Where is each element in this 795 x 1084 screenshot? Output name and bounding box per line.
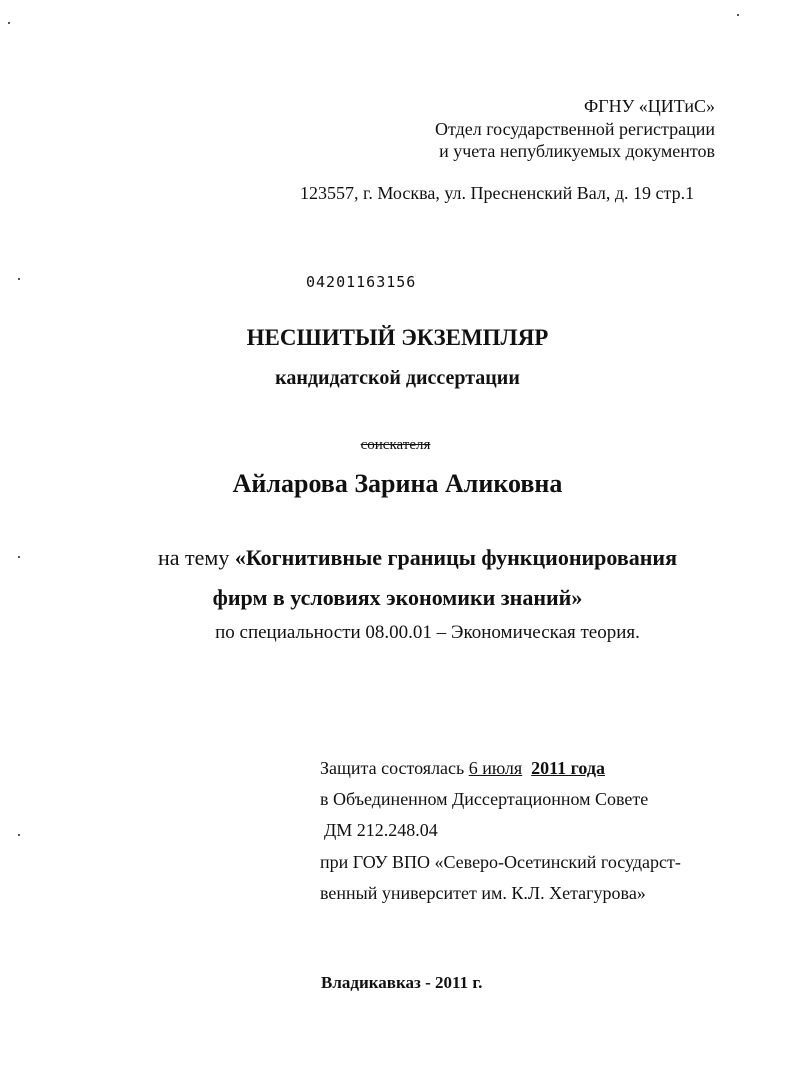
scan-speck [18,834,20,836]
topic-prefix: на тему [157,545,235,570]
scan-speck [18,278,20,280]
defense-year: 2011 года [531,758,605,778]
defense-line-2: в Объединенном Диссертационном Совете [320,789,649,809]
topic-line-1 [20,545,795,571]
defense-council: ДМ 212.248.04 [324,820,438,840]
applicant-label: соискателя [360,437,431,453]
dept-line-2: и учета непубликуемых документов [439,141,715,161]
specialty: по специальности 08.00.01 – Экономическая теория. [215,622,640,643]
dept-line-1: Отдел государственной регистрации [434,119,715,139]
registration-number: 04201163156 [306,273,417,291]
scan-speck [8,22,10,24]
defense-line-1 [320,758,605,779]
document-subtitle: кандидатской диссертации [275,367,520,389]
topic-line-2: фирм в условиях экономики знаний» [212,585,583,610]
author-name: Айларова Зарина Аликовна [232,469,563,498]
document-title: НЕСШИТЫЙ ЭКЗЕМПЛЯР [246,325,549,350]
address: 123557, г. Москва, ул. Пресненский Вал, д. 19 стр.1 [300,183,695,203]
defense-date: 6 июля [468,758,523,778]
place-year: Владикавказ - 2011 г. [321,973,483,992]
topic-title: «Когнитивные границы функционирования [234,545,677,570]
defense-prefix: Защита состоялась [320,758,469,778]
org-name: ФГНУ «ЦИТиС» [583,96,715,116]
scan-speck [737,14,739,16]
defense-line-5: венный университет им. К.Л. Хетагурова» [320,883,646,903]
defense-line-4: при ГОУ ВПО «Северо-Осетинский государст- [320,852,681,872]
